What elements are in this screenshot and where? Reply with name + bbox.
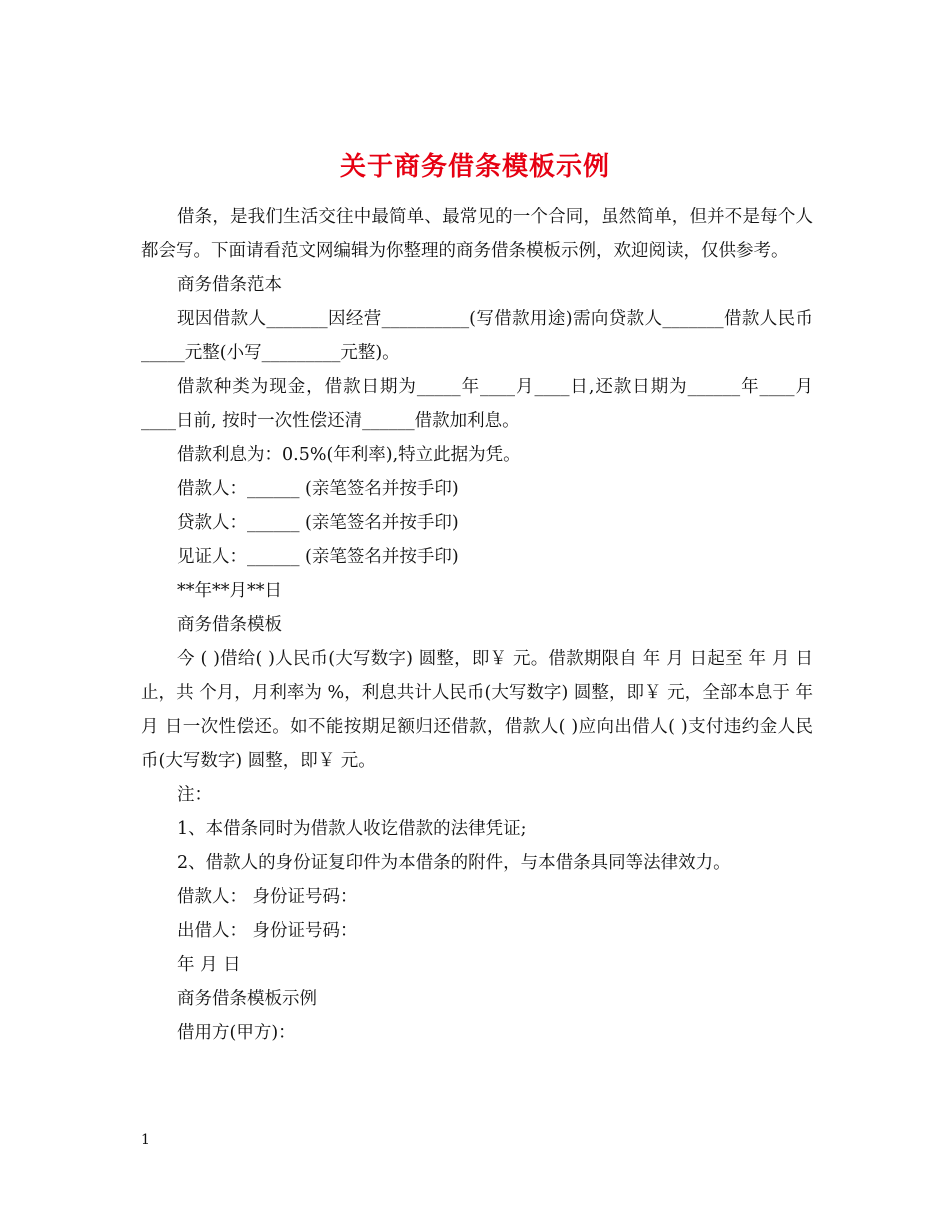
- page-number: 1: [141, 1132, 150, 1148]
- signature-line: 出借人： 身份证号码：: [177, 921, 358, 941]
- paragraph: 借用方(甲方)：: [177, 1023, 296, 1043]
- signature-line: 借款人： 身份证号码：: [177, 887, 358, 907]
- paragraph: 现因借款人_______因经营__________(写借款用途)需向贷款人_______借款人民币_____元整(小写_________元整)。: [141, 309, 813, 363]
- section-heading: 商务借条模板示例: [177, 989, 317, 1009]
- signature-line: 借款人：______ (亲笔签名并按手印): [177, 479, 459, 499]
- section-heading: 商务借条范本: [177, 275, 282, 295]
- signature-line: 见证人：______ (亲笔签名并按手印): [177, 547, 459, 567]
- date-line: 年 月 日: [177, 955, 241, 975]
- note-item: 1、本借条同时为借款人收讫借款的法律凭证;: [177, 819, 527, 839]
- signature-line: 贷款人：______ (亲笔签名并按手印): [177, 513, 459, 533]
- date-line: **年**月**日: [177, 581, 282, 601]
- document-body: [141, 200, 813, 1050]
- paragraph: 今 ( )借给( )人民币(大写数字) 圆整，即￥ 元。借款期限自 年 月 日起至 年 月 日止，共 个月，月利率为 %，利息共计人民币(大写数字) 圆整，即￥ 元，全部本息于 年 月 日一次性偿还。如不能按期足额归还借款，借款人( )应向出借人( )支付违约金人民币(大写数字) 圆整，即￥ 元。: [141, 649, 813, 771]
- note-item: 2、借款人的身份证复印件为本借条的附件，与本借条具同等法律效力。: [177, 853, 731, 873]
- paragraph: 借款种类为现金，借款日期为_____年____月____日,还款日期为______年____月____日前, 按时一次性偿还清______借款加利息。: [141, 377, 813, 431]
- intro-paragraph: 借条，是我们生活交往中最简单、最常见的一个合同，虽然简单，但并不是每个人都会写。下面请看范文网编辑为你整理的商务借条模板示例，欢迎阅读，仅供参考。: [141, 207, 813, 261]
- paragraph: 借款利息为：0.5%(年利率),特立此据为凭。: [177, 445, 521, 465]
- page-title: 关于商务借条模板示例: [339, 152, 610, 183]
- note-heading: 注：: [177, 785, 212, 805]
- section-heading: 商务借条模板: [177, 615, 282, 635]
